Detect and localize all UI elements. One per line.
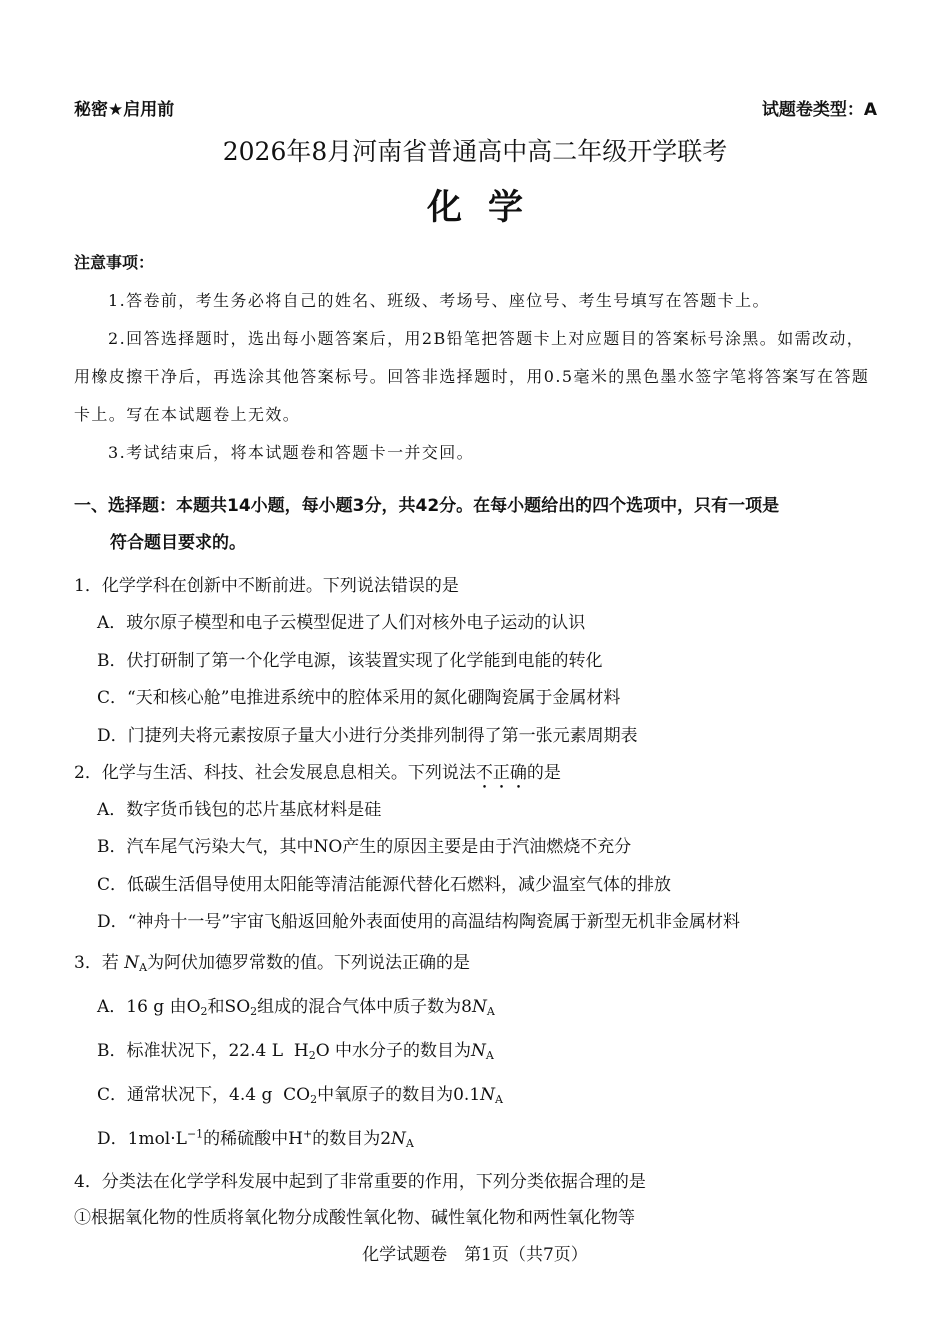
question-3-option-c: [97, 1080, 503, 1106]
question-1-option-c: C．“天和核心舱”电推进系统中的腔体采用的氮化硼陶瓷属于金属材料: [97, 688, 621, 708]
subscript-2: 2: [200, 1005, 208, 1018]
subscript-2: 2: [310, 1093, 318, 1106]
formula-h2o-o: O: [315, 1041, 330, 1061]
exam-title: 2026年8月河南省普通高中高二年级开学联考: [222, 137, 728, 166]
na-symbol: N: [480, 1085, 496, 1105]
page-footer: 化学试题卷 第1页（共7页）: [362, 1245, 588, 1265]
question-2-option-c: C．低碳生活倡导使用太阳能等清洁能源代替化石燃料，减少温室气体的排放: [97, 875, 672, 895]
confidential-label: 秘密★启用前: [74, 100, 175, 120]
question-3-number: 3．若: [74, 953, 119, 973]
formula-h-ion: H: [288, 1129, 303, 1149]
formula-h2o-h: H: [293, 1041, 309, 1061]
question-1-option-d: D．门捷列夫将元素按原子量大小进行分类排列制得了第一张元素周期表: [97, 726, 638, 746]
na-symbol: N: [471, 1041, 486, 1061]
question-1-option-b: B．伏打研制了第一个化学电源，该装置实现了化学能到电能的转化: [97, 651, 603, 671]
na-subscript: A: [405, 1137, 414, 1150]
formula-o2: O: [186, 997, 201, 1017]
superscript-minus-1: −1: [186, 1127, 204, 1141]
section-heading-cont: 符合题目要求的。: [110, 533, 246, 553]
subscript-2: 2: [308, 1049, 316, 1062]
na-subscript: A: [485, 1049, 494, 1062]
question-4-item-1: ①根据氧化物的性质将氧化物分成酸性氧化物、碱性氧化物和两性氧化物等: [74, 1208, 635, 1228]
question-2-option-d: D．“神舟十一号”宇宙飞船返回舱外表面使用的高温结构陶瓷属于新型无机非金属材料: [97, 912, 741, 932]
na-symbol: N: [124, 953, 140, 973]
formula-so2: SO: [224, 997, 251, 1017]
notice-heading: 注意事项：: [74, 253, 155, 272]
question-2-stem-text: 2．化学与生活、科技、社会发展息息相关。下列说法: [74, 763, 476, 783]
na-subscript: A: [495, 1093, 503, 1106]
notice-item-2: 2.回答选择题时，选出每小题答案后，用2B铅笔把答题卡上对应题目的答案标号涂黑。如需改动，用橡皮擦干净后，再选涂其他答案标号。回答非选择题时，用0.5毫米的黑色墨水签字笔将答案写在答题卡上。写在本试题卷上无效。: [74, 329, 870, 424]
formula-co2: CO: [283, 1085, 311, 1105]
option-d-mid: 的稀硫酸中: [203, 1129, 289, 1149]
option-b-suffix: 中水分子的数目为: [335, 1041, 472, 1061]
subscript-2: 2: [250, 1005, 258, 1018]
notice-item-1: 1.答卷前，考生务必将自己的姓名、班级、考场号、座位号、考生号填写在答题卡上。: [108, 291, 770, 310]
question-2-stem: [74, 758, 561, 793]
option-a-prefix: A．16 g 由: [97, 997, 187, 1017]
option-d-prefix: D．1mol·L: [97, 1129, 187, 1149]
option-c-suffix: 中氧原子的数目为0.1: [317, 1085, 481, 1105]
paper-type-label: 试题卷类型：A: [761, 100, 877, 120]
option-a-suffix: 组成的混合气体中质子数为8: [257, 997, 472, 1017]
question-1-stem: 1．化学学科在创新中不断前进。下列说法错误的是: [74, 576, 459, 596]
section-heading: 一、选择题：本题共14小题，每小题3分，共42分。在每小题给出的四个选项中，只有一项是: [74, 496, 780, 516]
option-a-mid: 和: [207, 997, 225, 1017]
emphasis-mark: 不正确: [475, 763, 527, 783]
na-symbol: N: [391, 1129, 406, 1149]
notice-item-3: 3.考试结束后，将本试题卷和答题卡一并交回。: [108, 443, 475, 462]
question-2-option-a: A．数字货币钱包的芯片基底材料是硅: [97, 800, 382, 820]
question-3-option-b: [97, 1036, 494, 1062]
question-4-stem: 4．分类法在化学学科发展中起到了非常重要的作用，下列分类依据合理的是: [74, 1172, 646, 1192]
question-3-stem-text: 为阿伏加德罗常数的值。下列说法正确的是: [147, 953, 471, 973]
na-subscript: A: [486, 1005, 495, 1018]
option-b-prefix: B．标准状况下，22.4 L: [97, 1041, 284, 1061]
question-2-option-b: B．汽车尾气污染大气，其中NO产生的原因主要是由于汽油燃烧不充分: [97, 837, 632, 857]
question-1-option-a: A．玻尔原子模型和电子云模型促进了人们对核外电子运动的认识: [97, 613, 586, 633]
superscript-plus: +: [302, 1127, 313, 1141]
subject-title: 化学: [426, 188, 549, 228]
option-c-prefix: C．通常状况下，4.4 g: [97, 1085, 273, 1105]
question-3-option-d: [97, 1124, 414, 1150]
na-symbol: N: [471, 997, 487, 1017]
question-2-stem-end: 的是: [526, 763, 561, 783]
option-d-suffix: 的数目为2: [312, 1129, 392, 1149]
question-3-stem: [74, 948, 470, 974]
na-subscript: A: [139, 961, 148, 974]
question-3-option-a: [97, 992, 495, 1018]
